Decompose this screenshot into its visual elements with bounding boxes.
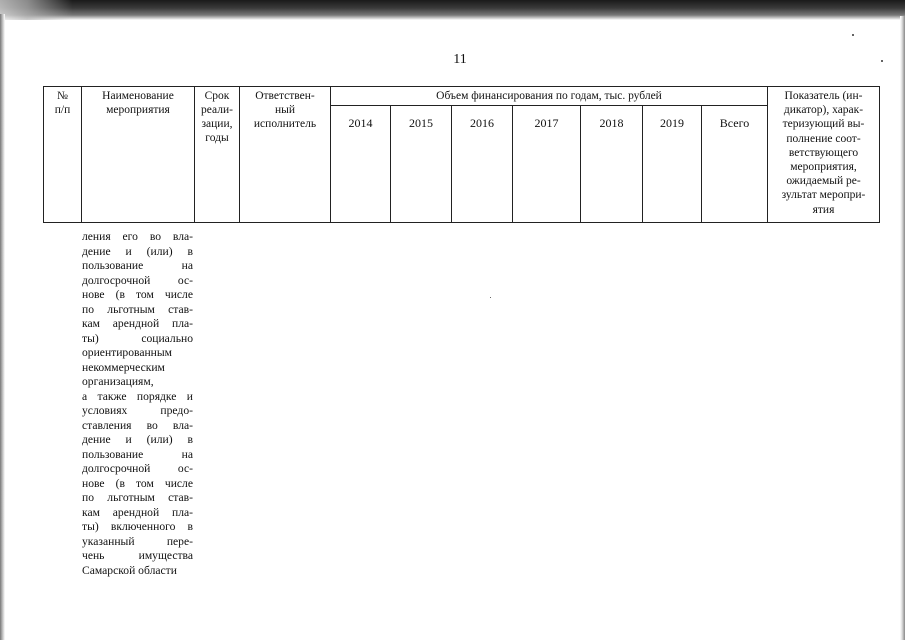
header-term: Срок реали- зации, годы — [201, 90, 233, 144]
header-year-2018: 2018 — [599, 116, 624, 130]
text-line: дение и (или) в — [82, 244, 193, 258]
scan-speck — [490, 297, 491, 298]
header-year-2014: 2014 — [348, 116, 373, 130]
text-line: условиях предо- — [82, 404, 193, 417]
text-line: ориентированным — [82, 346, 173, 359]
scan-right-edge — [900, 16, 905, 640]
text-line: дение и (или) в — [82, 433, 193, 446]
text-line: нове (в том числе — [82, 288, 193, 301]
header-year-2016: 2016 — [470, 116, 494, 130]
text-line: пользование на — [82, 259, 193, 272]
scan-speck — [852, 34, 854, 36]
header-table — [43, 86, 880, 223]
text-line: организациям, — [82, 375, 154, 388]
text-line: указанный пере- — [82, 534, 193, 548]
text-line: кам арендной пла- — [82, 505, 193, 519]
header-number: № п/п — [54, 90, 71, 116]
text-line: нове (в том числе — [82, 476, 193, 490]
text-line: долгосрочной ос- — [82, 273, 193, 287]
header-total: Всего — [719, 116, 750, 130]
header-year-2017: 2017 — [534, 116, 559, 130]
header-year-2015: 2015 — [409, 116, 433, 130]
header-executor: Ответствен- ный исполнитель — [253, 90, 317, 130]
text-line: по льготным став- — [82, 491, 193, 504]
header-funding: Объем финансирования по годам, тыс. рублей — [436, 90, 662, 102]
text-line: чень имущества — [82, 549, 193, 562]
text-line: кам арендной пла- — [82, 317, 193, 330]
text-line: по льготным став- — [82, 302, 193, 316]
scan-speck — [881, 60, 883, 62]
text-line: а также порядке и — [82, 389, 193, 403]
text-line: Самарской области — [82, 563, 177, 577]
scan-top-edge — [0, 0, 905, 20]
text-line: ления его во вла- — [82, 230, 193, 243]
activity-continuation-text — [82, 230, 193, 578]
page-number: 11 — [453, 52, 467, 67]
text-line: пользование на — [82, 447, 193, 461]
scan-left-edge — [0, 14, 5, 640]
text-line: ставления во вла- — [82, 418, 193, 432]
header-indicator: Показатель (ин- дикатор), харак- теризующий вы- полнение соот- ветствующего мероприятия, ожидаемый ре- зультат меропри- ятия — [781, 90, 866, 216]
table-rule — [330, 87, 331, 222]
table-rule — [330, 105, 767, 106]
text-line: долгосрочной ос- — [82, 462, 193, 475]
header-year-2019: 2019 — [660, 116, 684, 130]
text-line: ты) социально — [82, 331, 193, 345]
header-activity-name: Наименование мероприятия — [102, 90, 174, 116]
text-line: некоммерческим — [82, 360, 165, 374]
text-line: ты) включенного в — [82, 520, 193, 533]
